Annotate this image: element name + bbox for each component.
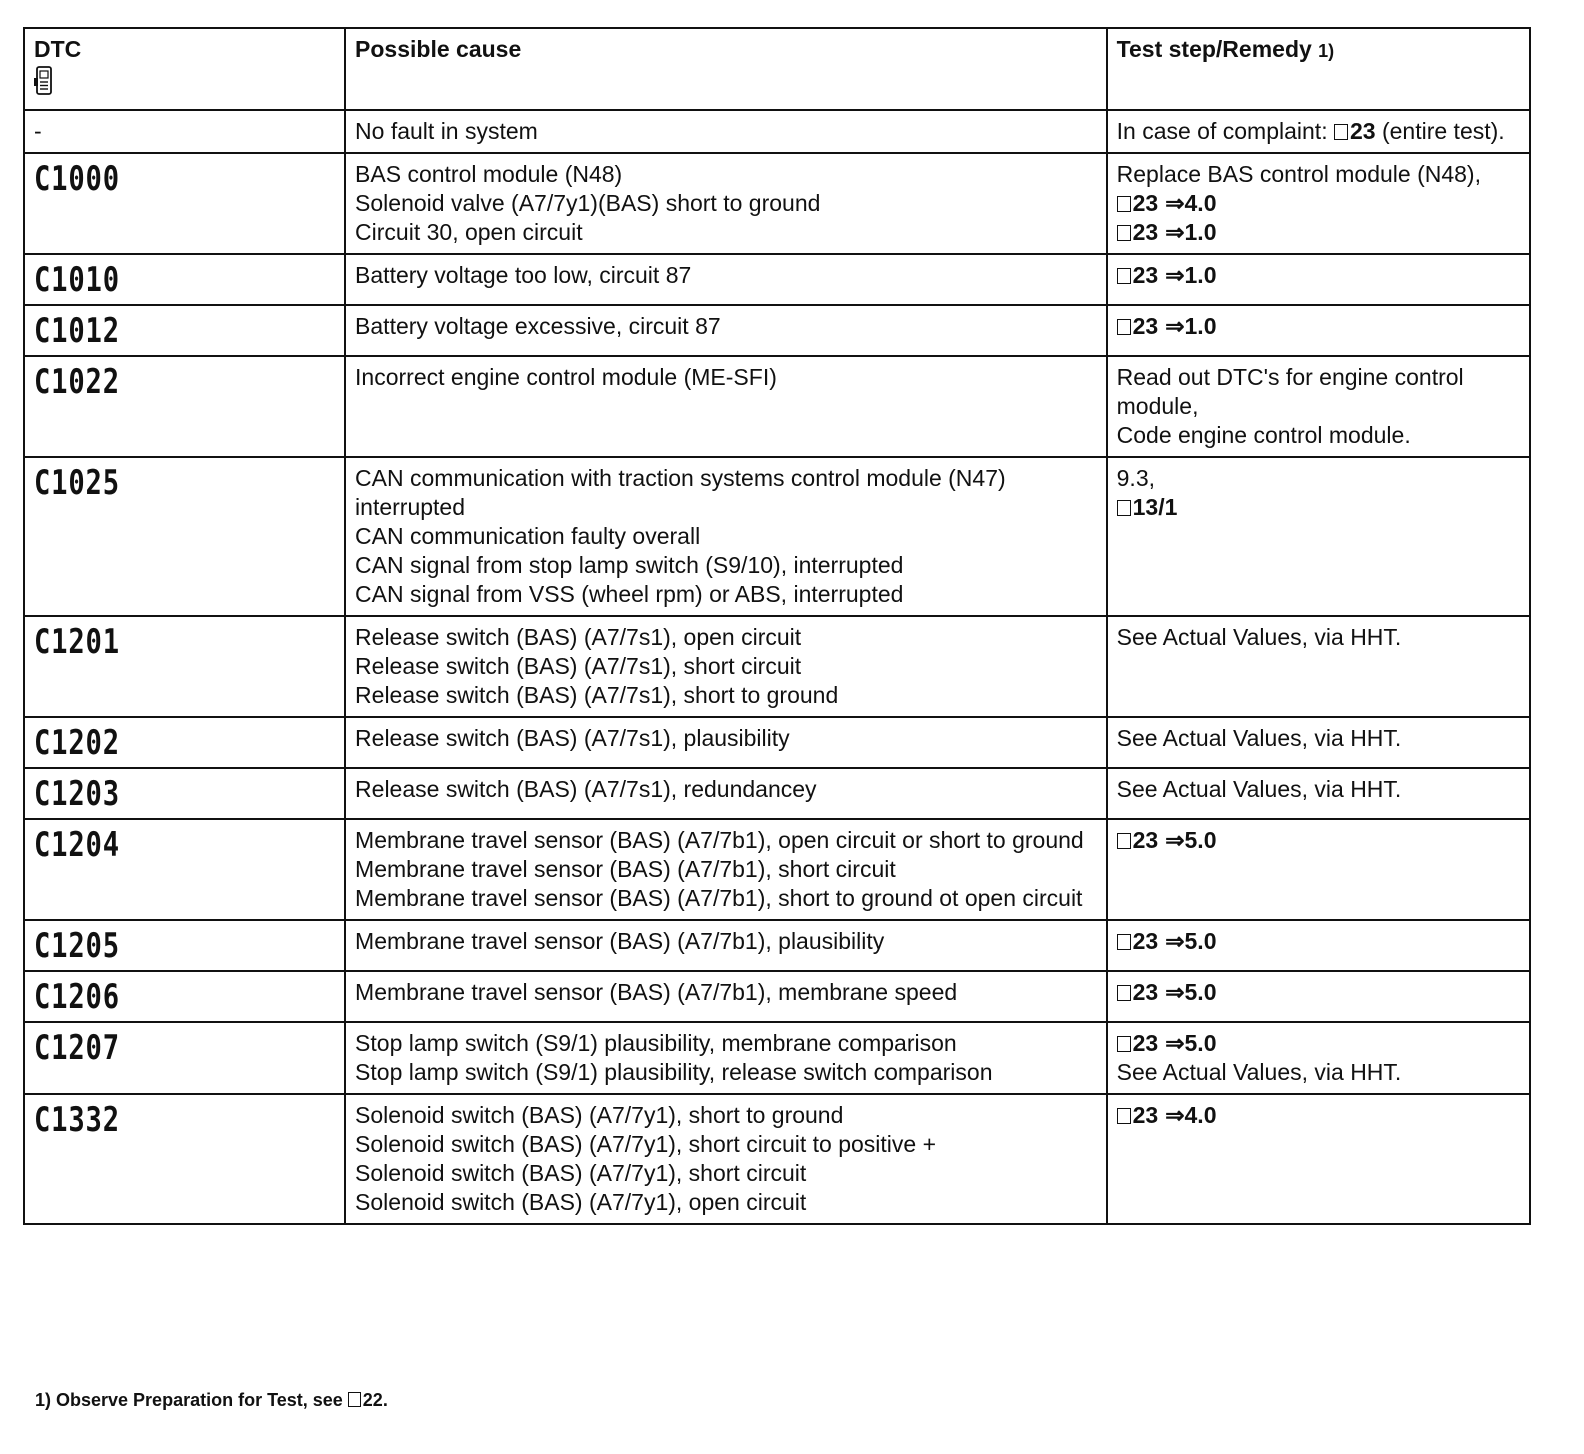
dtc-code: C1022	[34, 362, 120, 402]
remedy-text: 9.3,	[1116, 465, 1156, 491]
table-row	[24, 768, 1530, 819]
page-ref-icon	[1117, 1108, 1131, 1124]
remedy-cell	[1107, 768, 1530, 819]
possible-cause: No fault in system	[355, 118, 538, 144]
remedy-line	[1117, 1029, 1520, 1058]
dtc-code: C1332	[34, 1100, 120, 1140]
dtc-code-cell	[24, 305, 345, 356]
test-step-ref: ⇒4.0	[1165, 190, 1217, 216]
test-step-ref: ⇒5.0	[1165, 1030, 1217, 1056]
possible-cause: Stop lamp switch (S9/1) plausibility, release switch comparison	[355, 1059, 993, 1085]
page-ref-suffix: /1	[1158, 494, 1178, 520]
dtc-code: C1201	[34, 622, 120, 662]
table-row	[24, 971, 1530, 1022]
dtc-code-cell	[24, 819, 345, 920]
possible-cause: Battery voltage excessive, circuit 87	[355, 313, 721, 339]
possible-cause: CAN signal from stop lamp switch (S9/10), interrupted	[355, 552, 904, 578]
possible-cause: Release switch (BAS) (A7/7s1), short circuit	[355, 653, 802, 679]
remedy-cell	[1107, 457, 1530, 616]
dtc-code: C1202	[34, 723, 120, 763]
header-remedy-label: Test step/Remedy	[1116, 36, 1312, 62]
possible-cause-cell	[345, 1094, 1107, 1224]
dtc-table	[23, 27, 1531, 1225]
possible-cause: Membrane travel sensor (BAS) (A7/7b1), short circuit	[355, 856, 896, 882]
page-ref: 13	[1132, 494, 1159, 520]
possible-cause: Release switch (BAS) (A7/7s1), short to ground	[355, 682, 839, 708]
possible-cause-cell	[345, 254, 1107, 305]
remedy-line	[1117, 421, 1520, 450]
possible-cause: BAS control module (N48)	[355, 161, 623, 187]
possible-cause-cell	[345, 356, 1107, 457]
page-ref-icon	[1117, 934, 1131, 950]
remedy-line	[1117, 312, 1520, 341]
remedy-cell	[1107, 110, 1530, 153]
remedy-cell	[1107, 819, 1530, 920]
remedy-line	[1117, 826, 1520, 855]
possible-cause: Release switch (BAS) (A7/7s1), redundancey	[355, 776, 817, 802]
page-ref-icon	[1334, 124, 1348, 140]
possible-cause: CAN signal from VSS (wheel rpm) or ABS, interrupted	[355, 581, 904, 607]
table-row	[24, 1022, 1530, 1094]
test-step-ref: ⇒5.0	[1165, 827, 1217, 853]
possible-cause: Membrane travel sensor (BAS) (A7/7b1), membrane speed	[355, 979, 958, 1005]
remedy-text: In case of complaint:	[1116, 118, 1334, 144]
page-ref-icon	[1117, 833, 1131, 849]
remedy-cell	[1107, 616, 1530, 717]
remedy-text: See Actual Values, via HHT.	[1116, 1059, 1402, 1085]
possible-cause-cell	[345, 110, 1107, 153]
page-ref: 23	[1349, 118, 1376, 144]
remedy-cell	[1107, 920, 1530, 971]
dtc-code: -	[34, 118, 42, 144]
remedy-cell	[1107, 305, 1530, 356]
dtc-code-cell	[24, 1022, 345, 1094]
dtc-code-cell	[24, 457, 345, 616]
page-ref-icon	[348, 1392, 361, 1407]
table-row	[24, 717, 1530, 768]
dtc-code-cell	[24, 153, 345, 254]
page-ref: 23	[1132, 979, 1159, 1005]
remedy-line	[1117, 623, 1520, 652]
dtc-code-cell	[24, 971, 345, 1022]
remedy-line	[1117, 117, 1520, 146]
page-ref-icon	[1117, 196, 1131, 212]
header-remedy-footnote-marker: 1)	[1318, 41, 1335, 61]
header-remedy	[1107, 28, 1530, 110]
dtc-code: C1000	[34, 159, 120, 199]
remedy-line	[1117, 927, 1520, 956]
remedy-cell	[1107, 1022, 1530, 1094]
page-ref-icon	[1117, 319, 1131, 335]
possible-cause: Solenoid switch (BAS) (A7/7y1), short circuit to positive +	[355, 1131, 937, 1157]
page-ref-icon	[1117, 1036, 1131, 1052]
test-step-ref: ⇒5.0	[1165, 979, 1217, 1005]
table-row	[24, 457, 1530, 616]
page-ref-icon	[1117, 500, 1131, 516]
possible-cause: Incorrect engine control module (ME-SFI)	[355, 364, 777, 390]
remedy-line	[1117, 978, 1520, 1007]
footnote	[35, 1390, 388, 1411]
page-ref: 23	[1132, 1102, 1159, 1128]
possible-cause-cell	[345, 616, 1107, 717]
header-dtc	[24, 28, 345, 110]
remedy-line	[1117, 160, 1520, 189]
dtc-code: C1206	[34, 977, 120, 1017]
dtc-code: C1010	[34, 260, 120, 300]
footnote-text: 1) Observe Preparation for Test, see	[35, 1390, 348, 1410]
dtc-code-cell	[24, 717, 345, 768]
remedy-text: Read out DTC's for engine control module,	[1116, 364, 1464, 419]
possible-cause: Release switch (BAS) (A7/7s1), open circuit	[355, 624, 802, 650]
possible-cause: Solenoid switch (BAS) (A7/7y1), open circuit	[355, 1189, 807, 1215]
table-row	[24, 819, 1530, 920]
page-ref: 23	[1132, 827, 1159, 853]
table-row	[24, 356, 1530, 457]
possible-cause-cell	[345, 153, 1107, 254]
remedy-line	[1117, 363, 1520, 421]
remedy-cell	[1107, 717, 1530, 768]
dtc-code-cell	[24, 1094, 345, 1224]
test-step-ref: ⇒5.0	[1165, 928, 1217, 954]
test-step-ref: ⇒1.0	[1165, 262, 1217, 288]
table-row	[24, 305, 1530, 356]
table-row	[24, 254, 1530, 305]
possible-cause-cell	[345, 717, 1107, 768]
page-ref-icon	[1117, 985, 1131, 1001]
dtc-code: C1203	[34, 774, 120, 814]
dtc-code: C1205	[34, 926, 120, 966]
header-dtc-label: DTC	[34, 36, 82, 62]
remedy-cell	[1107, 153, 1530, 254]
remedy-text: Code engine control module.	[1116, 422, 1411, 448]
possible-cause: Battery voltage too low, circuit 87	[355, 262, 692, 288]
page-ref: 23	[1132, 313, 1159, 339]
remedy-cell	[1107, 356, 1530, 457]
footnote-ref: 22	[362, 1390, 383, 1410]
remedy-line	[1117, 724, 1520, 753]
possible-cause: Circuit 30, open circuit	[355, 219, 583, 245]
remedy-text: See Actual Values, via HHT.	[1116, 725, 1402, 751]
possible-cause: Release switch (BAS) (A7/7s1), plausibility	[355, 725, 790, 751]
table-row	[24, 920, 1530, 971]
page-ref: 23	[1132, 928, 1159, 954]
page-ref: 23	[1132, 1030, 1159, 1056]
possible-cause: Membrane travel sensor (BAS) (A7/7b1), short to ground ot open circuit	[355, 885, 1083, 911]
possible-cause: Solenoid switch (BAS) (A7/7y1), short to ground	[355, 1102, 844, 1128]
test-step-ref: ⇒1.0	[1165, 219, 1217, 245]
dtc-code: C1204	[34, 825, 120, 865]
footnote-end: .	[382, 1390, 388, 1410]
page-ref-icon	[1117, 225, 1131, 241]
table-row	[24, 1094, 1530, 1224]
possible-cause: Membrane travel sensor (BAS) (A7/7b1), plausibility	[355, 928, 885, 954]
remedy-line	[1117, 775, 1520, 804]
page-ref: 23	[1132, 262, 1159, 288]
remedy-line	[1117, 261, 1520, 290]
dtc-code-cell	[24, 920, 345, 971]
remedy-cell	[1107, 971, 1530, 1022]
page-ref: 23	[1132, 219, 1159, 245]
possible-cause: Stop lamp switch (S9/1) plausibility, membrane comparison	[355, 1030, 957, 1056]
dtc-code-cell	[24, 768, 345, 819]
page-ref-icon	[1117, 268, 1131, 284]
dtc-code-cell	[24, 254, 345, 305]
remedy-text-after: (entire test).	[1375, 118, 1505, 144]
possible-cause: Solenoid valve (A7/7y1)(BAS) short to ground	[355, 190, 821, 216]
possible-cause: Membrane travel sensor (BAS) (A7/7b1), open circuit or short to ground	[355, 827, 1084, 853]
remedy-line	[1117, 493, 1520, 522]
possible-cause: CAN communication faulty overall	[355, 523, 701, 549]
table-header-row	[24, 28, 1530, 110]
possible-cause-cell	[345, 920, 1107, 971]
remedy-line	[1117, 464, 1520, 493]
possible-cause-cell	[345, 819, 1107, 920]
possible-cause-cell	[345, 768, 1107, 819]
possible-cause-cell	[345, 971, 1107, 1022]
dtc-code-cell	[24, 616, 345, 717]
page-ref: 23	[1132, 190, 1159, 216]
remedy-cell	[1107, 254, 1530, 305]
possible-cause-cell	[345, 1022, 1107, 1094]
dtc-code: C1025	[34, 463, 120, 503]
dtc-code: C1207	[34, 1028, 120, 1068]
remedy-line	[1117, 1058, 1520, 1087]
test-step-ref: ⇒1.0	[1165, 313, 1217, 339]
remedy-text: Replace BAS control module (N48),	[1116, 161, 1481, 187]
header-cause: Possible cause	[345, 28, 1107, 110]
table-row	[24, 110, 1530, 153]
remedy-line	[1117, 218, 1520, 247]
possible-cause: Solenoid switch (BAS) (A7/7y1), short circuit	[355, 1160, 807, 1186]
table-row	[24, 616, 1530, 717]
remedy-cell	[1107, 1094, 1530, 1224]
handheld-tester-icon	[34, 66, 54, 96]
possible-cause-cell	[345, 305, 1107, 356]
remedy-line	[1117, 1101, 1520, 1130]
remedy-text: See Actual Values, via HHT.	[1116, 624, 1402, 650]
dtc-code-cell	[24, 356, 345, 457]
table-body	[24, 110, 1530, 1224]
dtc-code: C1012	[34, 311, 120, 351]
remedy-text: See Actual Values, via HHT.	[1116, 776, 1402, 802]
possible-cause-cell	[345, 457, 1107, 616]
test-step-ref: ⇒4.0	[1165, 1102, 1217, 1128]
table-row	[24, 153, 1530, 254]
remedy-line	[1117, 189, 1520, 218]
possible-cause: CAN communication with traction systems control module (N47) interrupted	[355, 465, 1006, 520]
dtc-code-cell	[24, 110, 345, 153]
